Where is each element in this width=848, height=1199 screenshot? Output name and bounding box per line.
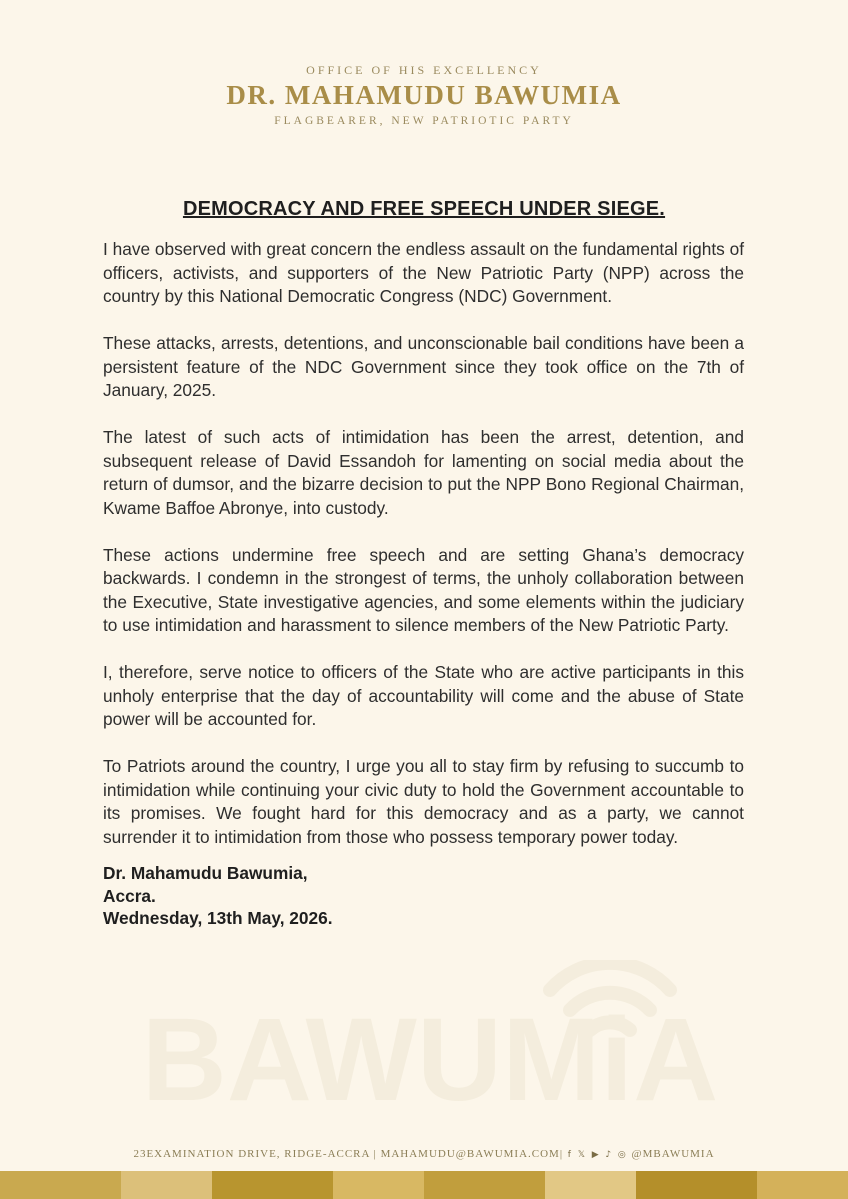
watermark-logo xyxy=(130,960,730,1110)
document-title: DEMOCRACY AND FREE SPEECH UNDER SIEGE. xyxy=(182,198,666,220)
paragraph: I, therefore, serve notice to officers of the State who are active participants in this unholy enterprise that the day of accountability will come and the abuse of State power will be accounted for. xyxy=(103,662,744,729)
paragraph: These actions undermine free speech and are setting Ghana’s democracy backwards. I condemn in the strongest of terms, the unholy collaboration between the Executive, State investigative agencies, and some elements within the judiciary to use intimidation and harassment to silence members of the New Patriotic Party. xyxy=(103,544,744,635)
color-bar-segment xyxy=(121,1171,212,1199)
color-bar-segment xyxy=(545,1171,636,1199)
color-bar-segment xyxy=(424,1171,545,1199)
signature-place: Accra. xyxy=(103,885,156,906)
instagram-icon[interactable]: ◎ xyxy=(617,1150,627,1160)
color-bar-segment xyxy=(757,1171,848,1199)
document-body xyxy=(103,238,744,873)
footer-address: 23EXAMINATION DRIVE, RIDGE-ACCRA | MAHAMUDU@BAWUMIA.COM| xyxy=(133,1148,564,1161)
letterhead-office: OFFICE OF HIS EXCELLENCY xyxy=(306,63,542,77)
paragraph: The latest of such acts of intimidation has been the arrest, detention, and subsequent release of David Essandoh for lamenting on social media about the return of dumsor, and the bizarre decision to put the NPP Bono Regional Chairman, Kwame Baffoe Abronye, into custody. xyxy=(103,427,744,518)
youtube-icon[interactable]: ▶ xyxy=(591,1150,600,1160)
footer xyxy=(0,1146,848,1163)
letterhead-name: DR. MAHAMUDU BAWUMIA xyxy=(226,80,622,110)
paragraph: To Patriots around the country, I urge you all to stay firm by refusing to succumb to intimidation while continuing your civic duty to hold the Government accountable to its promises. We fought hard for this democracy and as a party, we cannot surrender it to intimidation from those who possess temporary power today. xyxy=(103,756,744,847)
signature-name: Dr. Mahamudu Bawumia, xyxy=(103,863,308,883)
signature-date: Wednesday, 13th May, 2026. xyxy=(103,908,333,928)
tiktok-icon[interactable]: ♪ xyxy=(605,1150,613,1160)
color-bar-segment xyxy=(0,1171,121,1199)
footer-color-bar xyxy=(0,1171,848,1199)
facebook-icon[interactable]: f xyxy=(567,1150,572,1160)
x-icon[interactable]: 𝕏 xyxy=(577,1150,586,1160)
watermark-text: BAWUMiA xyxy=(141,994,719,1110)
paragraph: These attacks, arrests, detentions, and unconscionable bail conditions have been a persistent feature of the NDC Government since they took office on the 7th of January, 2025. xyxy=(103,333,744,400)
letterhead xyxy=(0,62,848,129)
letterhead-role: FLAGBEARER, NEW PATRIOTIC PARTY xyxy=(274,115,574,127)
footer-handle: @MBAWUMIA xyxy=(631,1148,715,1161)
color-bar-segment xyxy=(636,1171,757,1199)
paragraph: I have observed with great concern the endless assault on the fundamental rights of officers, activists, and supporters of the New Patriotic Party (NPP) across the country by this National Democratic Congress (NDC) Government. xyxy=(103,239,744,306)
color-bar-segment xyxy=(333,1171,424,1199)
color-bar-segment xyxy=(212,1171,333,1199)
social-icons xyxy=(567,1146,628,1163)
signature-block xyxy=(103,862,333,930)
